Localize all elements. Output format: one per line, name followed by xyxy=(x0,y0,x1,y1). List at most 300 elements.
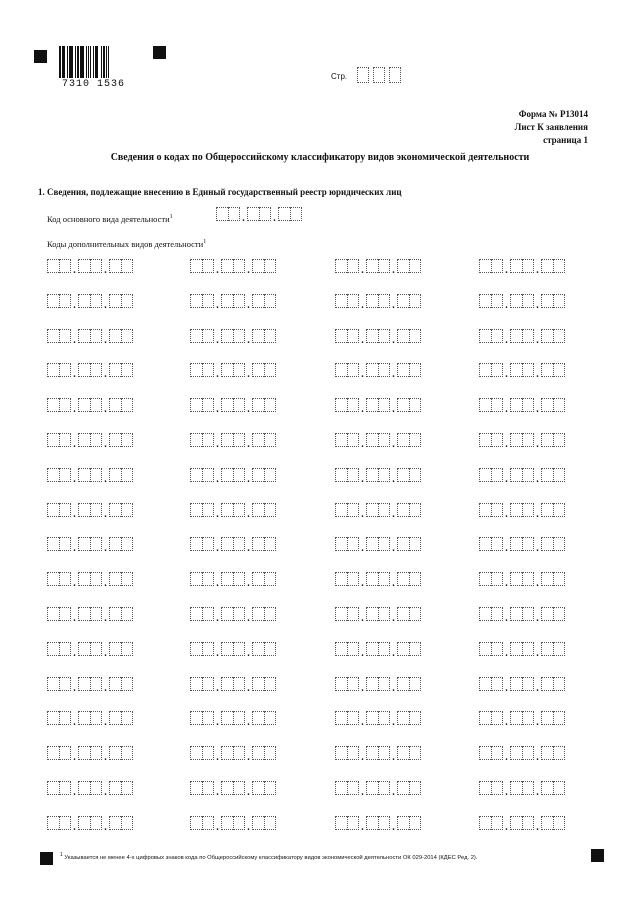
code-digit-cell[interactable] xyxy=(397,642,409,656)
additional-activity-code-field[interactable] xyxy=(479,711,565,729)
code-digit-cell[interactable] xyxy=(233,363,245,377)
code-digit-cell[interactable] xyxy=(335,503,347,517)
code-digit-cell[interactable] xyxy=(109,259,121,273)
additional-activity-code-field[interactable] xyxy=(47,781,133,798)
code-digit-cell[interactable] xyxy=(202,294,214,308)
code-digit-cell[interactable] xyxy=(121,711,133,725)
code-digit-cell[interactable] xyxy=(522,816,534,830)
code-digit-cell[interactable] xyxy=(90,503,102,517)
code-digit-cell[interactable] xyxy=(335,433,347,447)
code-digit-cell[interactable] xyxy=(397,572,409,586)
code-digit-cell[interactable] xyxy=(378,294,390,308)
code-digit-cell[interactable] xyxy=(522,259,534,273)
code-digit-cell[interactable] xyxy=(90,329,102,343)
additional-activity-code-field[interactable] xyxy=(190,642,276,659)
code-digit-cell[interactable] xyxy=(221,363,233,377)
code-digit-cell[interactable] xyxy=(366,746,378,760)
code-digit-cell[interactable] xyxy=(522,781,534,795)
code-digit-cell[interactable] xyxy=(109,363,121,377)
code-digit-cell[interactable] xyxy=(202,816,214,830)
main-activity-code-field[interactable] xyxy=(216,207,302,224)
code-digit-cell[interactable] xyxy=(264,294,276,308)
code-digit-cell[interactable] xyxy=(121,468,133,482)
code-digit-cell[interactable] xyxy=(397,746,409,760)
code-digit-cell[interactable] xyxy=(121,642,133,656)
code-digit-cell[interactable] xyxy=(252,503,264,517)
code-digit-cell[interactable] xyxy=(541,259,553,273)
additional-activity-code-field[interactable] xyxy=(190,468,276,485)
code-digit-cell[interactable] xyxy=(47,711,59,725)
additional-activity-code-field[interactable] xyxy=(190,363,276,381)
code-digit-cell[interactable] xyxy=(190,607,202,621)
code-digit-cell[interactable] xyxy=(121,398,133,412)
additional-activity-code-field[interactable] xyxy=(190,503,276,520)
code-digit-cell[interactable] xyxy=(264,816,276,830)
code-digit-cell[interactable] xyxy=(510,781,522,795)
code-digit-cell[interactable] xyxy=(409,468,421,482)
additional-activity-code-field[interactable] xyxy=(335,677,421,694)
code-digit-cell[interactable] xyxy=(202,677,214,691)
code-digit-cell[interactable] xyxy=(59,816,71,830)
code-digit-cell[interactable] xyxy=(252,363,264,377)
code-digit-cell[interactable] xyxy=(59,363,71,377)
code-digit-cell[interactable] xyxy=(335,468,347,482)
additional-activity-code-field[interactable] xyxy=(479,572,565,590)
code-digit-cell[interactable] xyxy=(78,468,90,482)
code-digit-cell[interactable] xyxy=(409,816,421,830)
code-digit-cell[interactable] xyxy=(47,503,59,517)
code-digit-cell[interactable] xyxy=(221,642,233,656)
code-digit-cell[interactable] xyxy=(59,398,71,412)
code-digit-cell[interactable] xyxy=(190,363,202,377)
code-digit-cell[interactable] xyxy=(522,398,534,412)
code-digit-cell[interactable] xyxy=(366,398,378,412)
code-digit-cell[interactable] xyxy=(335,294,347,308)
code-digit-cell[interactable] xyxy=(216,207,228,221)
code-digit-cell[interactable] xyxy=(409,572,421,586)
code-digit-cell[interactable] xyxy=(252,537,264,551)
code-digit-cell[interactable] xyxy=(347,433,359,447)
code-digit-cell[interactable] xyxy=(90,781,102,795)
additional-activity-code-field[interactable] xyxy=(335,607,421,624)
additional-activity-code-field[interactable] xyxy=(190,572,276,590)
code-digit-cell[interactable] xyxy=(78,433,90,447)
code-digit-cell[interactable] xyxy=(479,363,491,377)
code-digit-cell[interactable] xyxy=(252,294,264,308)
code-digit-cell[interactable] xyxy=(335,816,347,830)
code-digit-cell[interactable] xyxy=(221,711,233,725)
code-digit-cell[interactable] xyxy=(378,572,390,586)
code-digit-cell[interactable] xyxy=(347,642,359,656)
code-digit-cell[interactable] xyxy=(541,642,553,656)
additional-activity-code-field[interactable] xyxy=(190,781,276,798)
code-digit-cell[interactable] xyxy=(59,259,71,273)
code-digit-cell[interactable] xyxy=(510,537,522,551)
code-digit-cell[interactable] xyxy=(347,781,359,795)
code-digit-cell[interactable] xyxy=(78,294,90,308)
code-digit-cell[interactable] xyxy=(378,607,390,621)
code-digit-cell[interactable] xyxy=(109,433,121,447)
code-digit-cell[interactable] xyxy=(78,398,90,412)
additional-activity-code-field[interactable] xyxy=(479,816,565,833)
code-digit-cell[interactable] xyxy=(522,572,534,586)
code-digit-cell[interactable] xyxy=(409,746,421,760)
code-digit-cell[interactable] xyxy=(264,642,276,656)
code-digit-cell[interactable] xyxy=(59,572,71,586)
code-digit-cell[interactable] xyxy=(522,468,534,482)
code-digit-cell[interactable] xyxy=(409,363,421,377)
code-digit-cell[interactable] xyxy=(522,607,534,621)
code-digit-cell[interactable] xyxy=(553,329,565,343)
code-digit-cell[interactable] xyxy=(479,677,491,691)
code-digit-cell[interactable] xyxy=(233,816,245,830)
code-digit-cell[interactable] xyxy=(553,398,565,412)
code-digit-cell[interactable] xyxy=(522,537,534,551)
code-digit-cell[interactable] xyxy=(78,607,90,621)
code-digit-cell[interactable] xyxy=(90,642,102,656)
code-digit-cell[interactable] xyxy=(366,433,378,447)
code-digit-cell[interactable] xyxy=(366,677,378,691)
code-digit-cell[interactable] xyxy=(90,677,102,691)
code-digit-cell[interactable] xyxy=(510,746,522,760)
code-digit-cell[interactable] xyxy=(491,433,503,447)
code-digit-cell[interactable] xyxy=(541,468,553,482)
code-digit-cell[interactable] xyxy=(479,642,491,656)
code-digit-cell[interactable] xyxy=(366,816,378,830)
additional-activity-code-field[interactable] xyxy=(47,816,133,833)
additional-activity-code-field[interactable] xyxy=(335,537,421,555)
additional-activity-code-field[interactable] xyxy=(479,677,565,694)
code-digit-cell[interactable] xyxy=(47,433,59,447)
code-digit-cell[interactable] xyxy=(479,572,491,586)
code-digit-cell[interactable] xyxy=(202,537,214,551)
additional-activity-code-field[interactable] xyxy=(479,537,565,555)
additional-activity-code-field[interactable] xyxy=(47,363,133,381)
code-digit-cell[interactable] xyxy=(202,363,214,377)
code-digit-cell[interactable] xyxy=(541,433,553,447)
code-digit-cell[interactable] xyxy=(541,363,553,377)
code-digit-cell[interactable] xyxy=(233,746,245,760)
code-digit-cell[interactable] xyxy=(109,781,121,795)
code-digit-cell[interactable] xyxy=(78,572,90,586)
code-digit-cell[interactable] xyxy=(90,363,102,377)
additional-activity-code-field[interactable] xyxy=(47,433,133,450)
additional-activity-code-field[interactable] xyxy=(335,398,421,416)
code-digit-cell[interactable] xyxy=(335,329,347,343)
code-digit-cell[interactable] xyxy=(541,746,553,760)
code-digit-cell[interactable] xyxy=(59,433,71,447)
code-digit-cell[interactable] xyxy=(78,816,90,830)
page-number-cell[interactable] xyxy=(357,67,369,83)
code-digit-cell[interactable] xyxy=(233,781,245,795)
code-digit-cell[interactable] xyxy=(233,433,245,447)
code-digit-cell[interactable] xyxy=(553,363,565,377)
code-digit-cell[interactable] xyxy=(335,398,347,412)
code-digit-cell[interactable] xyxy=(553,781,565,795)
code-digit-cell[interactable] xyxy=(47,677,59,691)
code-digit-cell[interactable] xyxy=(90,468,102,482)
code-digit-cell[interactable] xyxy=(221,537,233,551)
code-digit-cell[interactable] xyxy=(378,537,390,551)
code-digit-cell[interactable] xyxy=(264,398,276,412)
code-digit-cell[interactable] xyxy=(541,607,553,621)
additional-activity-code-field[interactable] xyxy=(47,746,133,764)
code-digit-cell[interactable] xyxy=(553,433,565,447)
code-digit-cell[interactable] xyxy=(90,607,102,621)
code-digit-cell[interactable] xyxy=(347,294,359,308)
code-digit-cell[interactable] xyxy=(335,677,347,691)
code-digit-cell[interactable] xyxy=(347,607,359,621)
code-digit-cell[interactable] xyxy=(366,294,378,308)
code-digit-cell[interactable] xyxy=(479,468,491,482)
code-digit-cell[interactable] xyxy=(59,781,71,795)
code-digit-cell[interactable] xyxy=(47,781,59,795)
code-digit-cell[interactable] xyxy=(335,572,347,586)
code-digit-cell[interactable] xyxy=(190,329,202,343)
code-digit-cell[interactable] xyxy=(109,711,121,725)
code-digit-cell[interactable] xyxy=(78,711,90,725)
code-digit-cell[interactable] xyxy=(541,572,553,586)
code-digit-cell[interactable] xyxy=(121,259,133,273)
code-digit-cell[interactable] xyxy=(47,572,59,586)
code-digit-cell[interactable] xyxy=(397,363,409,377)
code-digit-cell[interactable] xyxy=(90,711,102,725)
code-digit-cell[interactable] xyxy=(335,781,347,795)
code-digit-cell[interactable] xyxy=(59,537,71,551)
code-digit-cell[interactable] xyxy=(522,329,534,343)
code-digit-cell[interactable] xyxy=(491,398,503,412)
code-digit-cell[interactable] xyxy=(366,259,378,273)
code-digit-cell[interactable] xyxy=(347,468,359,482)
code-digit-cell[interactable] xyxy=(264,503,276,517)
code-digit-cell[interactable] xyxy=(221,329,233,343)
code-digit-cell[interactable] xyxy=(47,259,59,273)
code-digit-cell[interactable] xyxy=(233,711,245,725)
code-digit-cell[interactable] xyxy=(491,711,503,725)
additional-activity-code-field[interactable] xyxy=(479,329,565,346)
code-digit-cell[interactable] xyxy=(541,816,553,830)
additional-activity-code-field[interactable] xyxy=(335,746,421,764)
code-digit-cell[interactable] xyxy=(347,329,359,343)
code-digit-cell[interactable] xyxy=(335,363,347,377)
code-digit-cell[interactable] xyxy=(409,677,421,691)
code-digit-cell[interactable] xyxy=(491,503,503,517)
code-digit-cell[interactable] xyxy=(47,816,59,830)
code-digit-cell[interactable] xyxy=(522,433,534,447)
additional-activity-code-field[interactable] xyxy=(479,468,565,485)
code-digit-cell[interactable] xyxy=(409,259,421,273)
code-digit-cell[interactable] xyxy=(491,781,503,795)
code-digit-cell[interactable] xyxy=(510,398,522,412)
code-digit-cell[interactable] xyxy=(78,746,90,760)
code-digit-cell[interactable] xyxy=(491,537,503,551)
code-digit-cell[interactable] xyxy=(378,363,390,377)
code-digit-cell[interactable] xyxy=(541,329,553,343)
additional-activity-code-field[interactable] xyxy=(335,294,421,311)
additional-activity-code-field[interactable] xyxy=(479,503,565,520)
code-digit-cell[interactable] xyxy=(491,572,503,586)
code-digit-cell[interactable] xyxy=(259,207,271,221)
code-digit-cell[interactable] xyxy=(221,294,233,308)
code-digit-cell[interactable] xyxy=(347,363,359,377)
code-digit-cell[interactable] xyxy=(190,746,202,760)
code-digit-cell[interactable] xyxy=(252,816,264,830)
code-digit-cell[interactable] xyxy=(491,329,503,343)
code-digit-cell[interactable] xyxy=(109,503,121,517)
code-digit-cell[interactable] xyxy=(47,363,59,377)
additional-activity-code-field[interactable] xyxy=(335,572,421,590)
additional-activity-code-field[interactable] xyxy=(47,537,133,555)
code-digit-cell[interactable] xyxy=(233,677,245,691)
code-digit-cell[interactable] xyxy=(221,816,233,830)
code-digit-cell[interactable] xyxy=(479,259,491,273)
code-digit-cell[interactable] xyxy=(252,642,264,656)
code-digit-cell[interactable] xyxy=(190,433,202,447)
code-digit-cell[interactable] xyxy=(121,572,133,586)
code-digit-cell[interactable] xyxy=(202,503,214,517)
code-digit-cell[interactable] xyxy=(252,398,264,412)
code-digit-cell[interactable] xyxy=(347,677,359,691)
code-digit-cell[interactable] xyxy=(90,433,102,447)
additional-activity-code-field[interactable] xyxy=(479,294,565,311)
code-digit-cell[interactable] xyxy=(59,503,71,517)
additional-activity-code-field[interactable] xyxy=(479,781,565,798)
code-digit-cell[interactable] xyxy=(233,503,245,517)
code-digit-cell[interactable] xyxy=(510,294,522,308)
code-digit-cell[interactable] xyxy=(264,607,276,621)
code-digit-cell[interactable] xyxy=(202,259,214,273)
code-digit-cell[interactable] xyxy=(78,259,90,273)
code-digit-cell[interactable] xyxy=(221,677,233,691)
code-digit-cell[interactable] xyxy=(479,537,491,551)
code-digit-cell[interactable] xyxy=(109,642,121,656)
code-digit-cell[interactable] xyxy=(409,433,421,447)
code-digit-cell[interactable] xyxy=(510,572,522,586)
code-digit-cell[interactable] xyxy=(109,537,121,551)
code-digit-cell[interactable] xyxy=(59,642,71,656)
code-digit-cell[interactable] xyxy=(190,259,202,273)
code-digit-cell[interactable] xyxy=(409,781,421,795)
additional-activity-code-field[interactable] xyxy=(479,642,565,659)
code-digit-cell[interactable] xyxy=(510,363,522,377)
code-digit-cell[interactable] xyxy=(109,294,121,308)
additional-activity-code-field[interactable] xyxy=(47,259,133,276)
code-digit-cell[interactable] xyxy=(510,642,522,656)
code-digit-cell[interactable] xyxy=(510,433,522,447)
code-digit-cell[interactable] xyxy=(190,816,202,830)
code-digit-cell[interactable] xyxy=(109,398,121,412)
code-digit-cell[interactable] xyxy=(378,433,390,447)
additional-activity-code-field[interactable] xyxy=(190,537,276,555)
code-digit-cell[interactable] xyxy=(59,329,71,343)
code-digit-cell[interactable] xyxy=(491,677,503,691)
code-digit-cell[interactable] xyxy=(59,294,71,308)
additional-activity-code-field[interactable] xyxy=(47,503,133,520)
code-digit-cell[interactable] xyxy=(491,607,503,621)
code-digit-cell[interactable] xyxy=(335,746,347,760)
code-digit-cell[interactable] xyxy=(479,607,491,621)
code-digit-cell[interactable] xyxy=(202,781,214,795)
code-digit-cell[interactable] xyxy=(397,607,409,621)
code-digit-cell[interactable] xyxy=(252,711,264,725)
code-digit-cell[interactable] xyxy=(522,294,534,308)
code-digit-cell[interactable] xyxy=(121,607,133,621)
code-digit-cell[interactable] xyxy=(378,329,390,343)
code-digit-cell[interactable] xyxy=(378,398,390,412)
page-number-cell[interactable] xyxy=(389,67,401,83)
code-digit-cell[interactable] xyxy=(409,329,421,343)
code-digit-cell[interactable] xyxy=(233,642,245,656)
code-digit-cell[interactable] xyxy=(47,607,59,621)
code-digit-cell[interactable] xyxy=(397,433,409,447)
code-digit-cell[interactable] xyxy=(409,398,421,412)
code-digit-cell[interactable] xyxy=(522,711,534,725)
code-digit-cell[interactable] xyxy=(59,746,71,760)
code-digit-cell[interactable] xyxy=(252,259,264,273)
additional-activity-code-field[interactable] xyxy=(335,816,421,833)
code-digit-cell[interactable] xyxy=(121,363,133,377)
code-digit-cell[interactable] xyxy=(264,781,276,795)
additional-activity-code-field[interactable] xyxy=(190,433,276,450)
code-digit-cell[interactable] xyxy=(366,711,378,725)
code-digit-cell[interactable] xyxy=(541,781,553,795)
code-digit-cell[interactable] xyxy=(109,677,121,691)
code-digit-cell[interactable] xyxy=(121,329,133,343)
code-digit-cell[interactable] xyxy=(366,537,378,551)
code-digit-cell[interactable] xyxy=(202,398,214,412)
code-digit-cell[interactable] xyxy=(347,816,359,830)
code-digit-cell[interactable] xyxy=(90,816,102,830)
code-digit-cell[interactable] xyxy=(366,468,378,482)
code-digit-cell[interactable] xyxy=(347,572,359,586)
code-digit-cell[interactable] xyxy=(479,816,491,830)
code-digit-cell[interactable] xyxy=(397,398,409,412)
code-digit-cell[interactable] xyxy=(510,677,522,691)
code-digit-cell[interactable] xyxy=(264,329,276,343)
code-digit-cell[interactable] xyxy=(78,642,90,656)
code-digit-cell[interactable] xyxy=(252,677,264,691)
code-digit-cell[interactable] xyxy=(264,572,276,586)
code-digit-cell[interactable] xyxy=(78,781,90,795)
code-digit-cell[interactable] xyxy=(264,468,276,482)
code-digit-cell[interactable] xyxy=(335,537,347,551)
code-digit-cell[interactable] xyxy=(190,398,202,412)
code-digit-cell[interactable] xyxy=(522,503,534,517)
code-digit-cell[interactable] xyxy=(121,433,133,447)
code-digit-cell[interactable] xyxy=(378,711,390,725)
code-digit-cell[interactable] xyxy=(221,398,233,412)
code-digit-cell[interactable] xyxy=(397,294,409,308)
code-digit-cell[interactable] xyxy=(221,259,233,273)
code-digit-cell[interactable] xyxy=(264,746,276,760)
code-digit-cell[interactable] xyxy=(553,537,565,551)
code-digit-cell[interactable] xyxy=(190,711,202,725)
code-digit-cell[interactable] xyxy=(252,572,264,586)
code-digit-cell[interactable] xyxy=(190,294,202,308)
code-digit-cell[interactable] xyxy=(553,259,565,273)
code-digit-cell[interactable] xyxy=(553,642,565,656)
code-digit-cell[interactable] xyxy=(378,468,390,482)
code-digit-cell[interactable] xyxy=(264,677,276,691)
code-digit-cell[interactable] xyxy=(47,329,59,343)
code-digit-cell[interactable] xyxy=(491,468,503,482)
code-digit-cell[interactable] xyxy=(347,537,359,551)
code-digit-cell[interactable] xyxy=(78,677,90,691)
code-digit-cell[interactable] xyxy=(90,398,102,412)
additional-activity-code-field[interactable] xyxy=(479,433,565,450)
code-digit-cell[interactable] xyxy=(109,816,121,830)
code-digit-cell[interactable] xyxy=(491,642,503,656)
